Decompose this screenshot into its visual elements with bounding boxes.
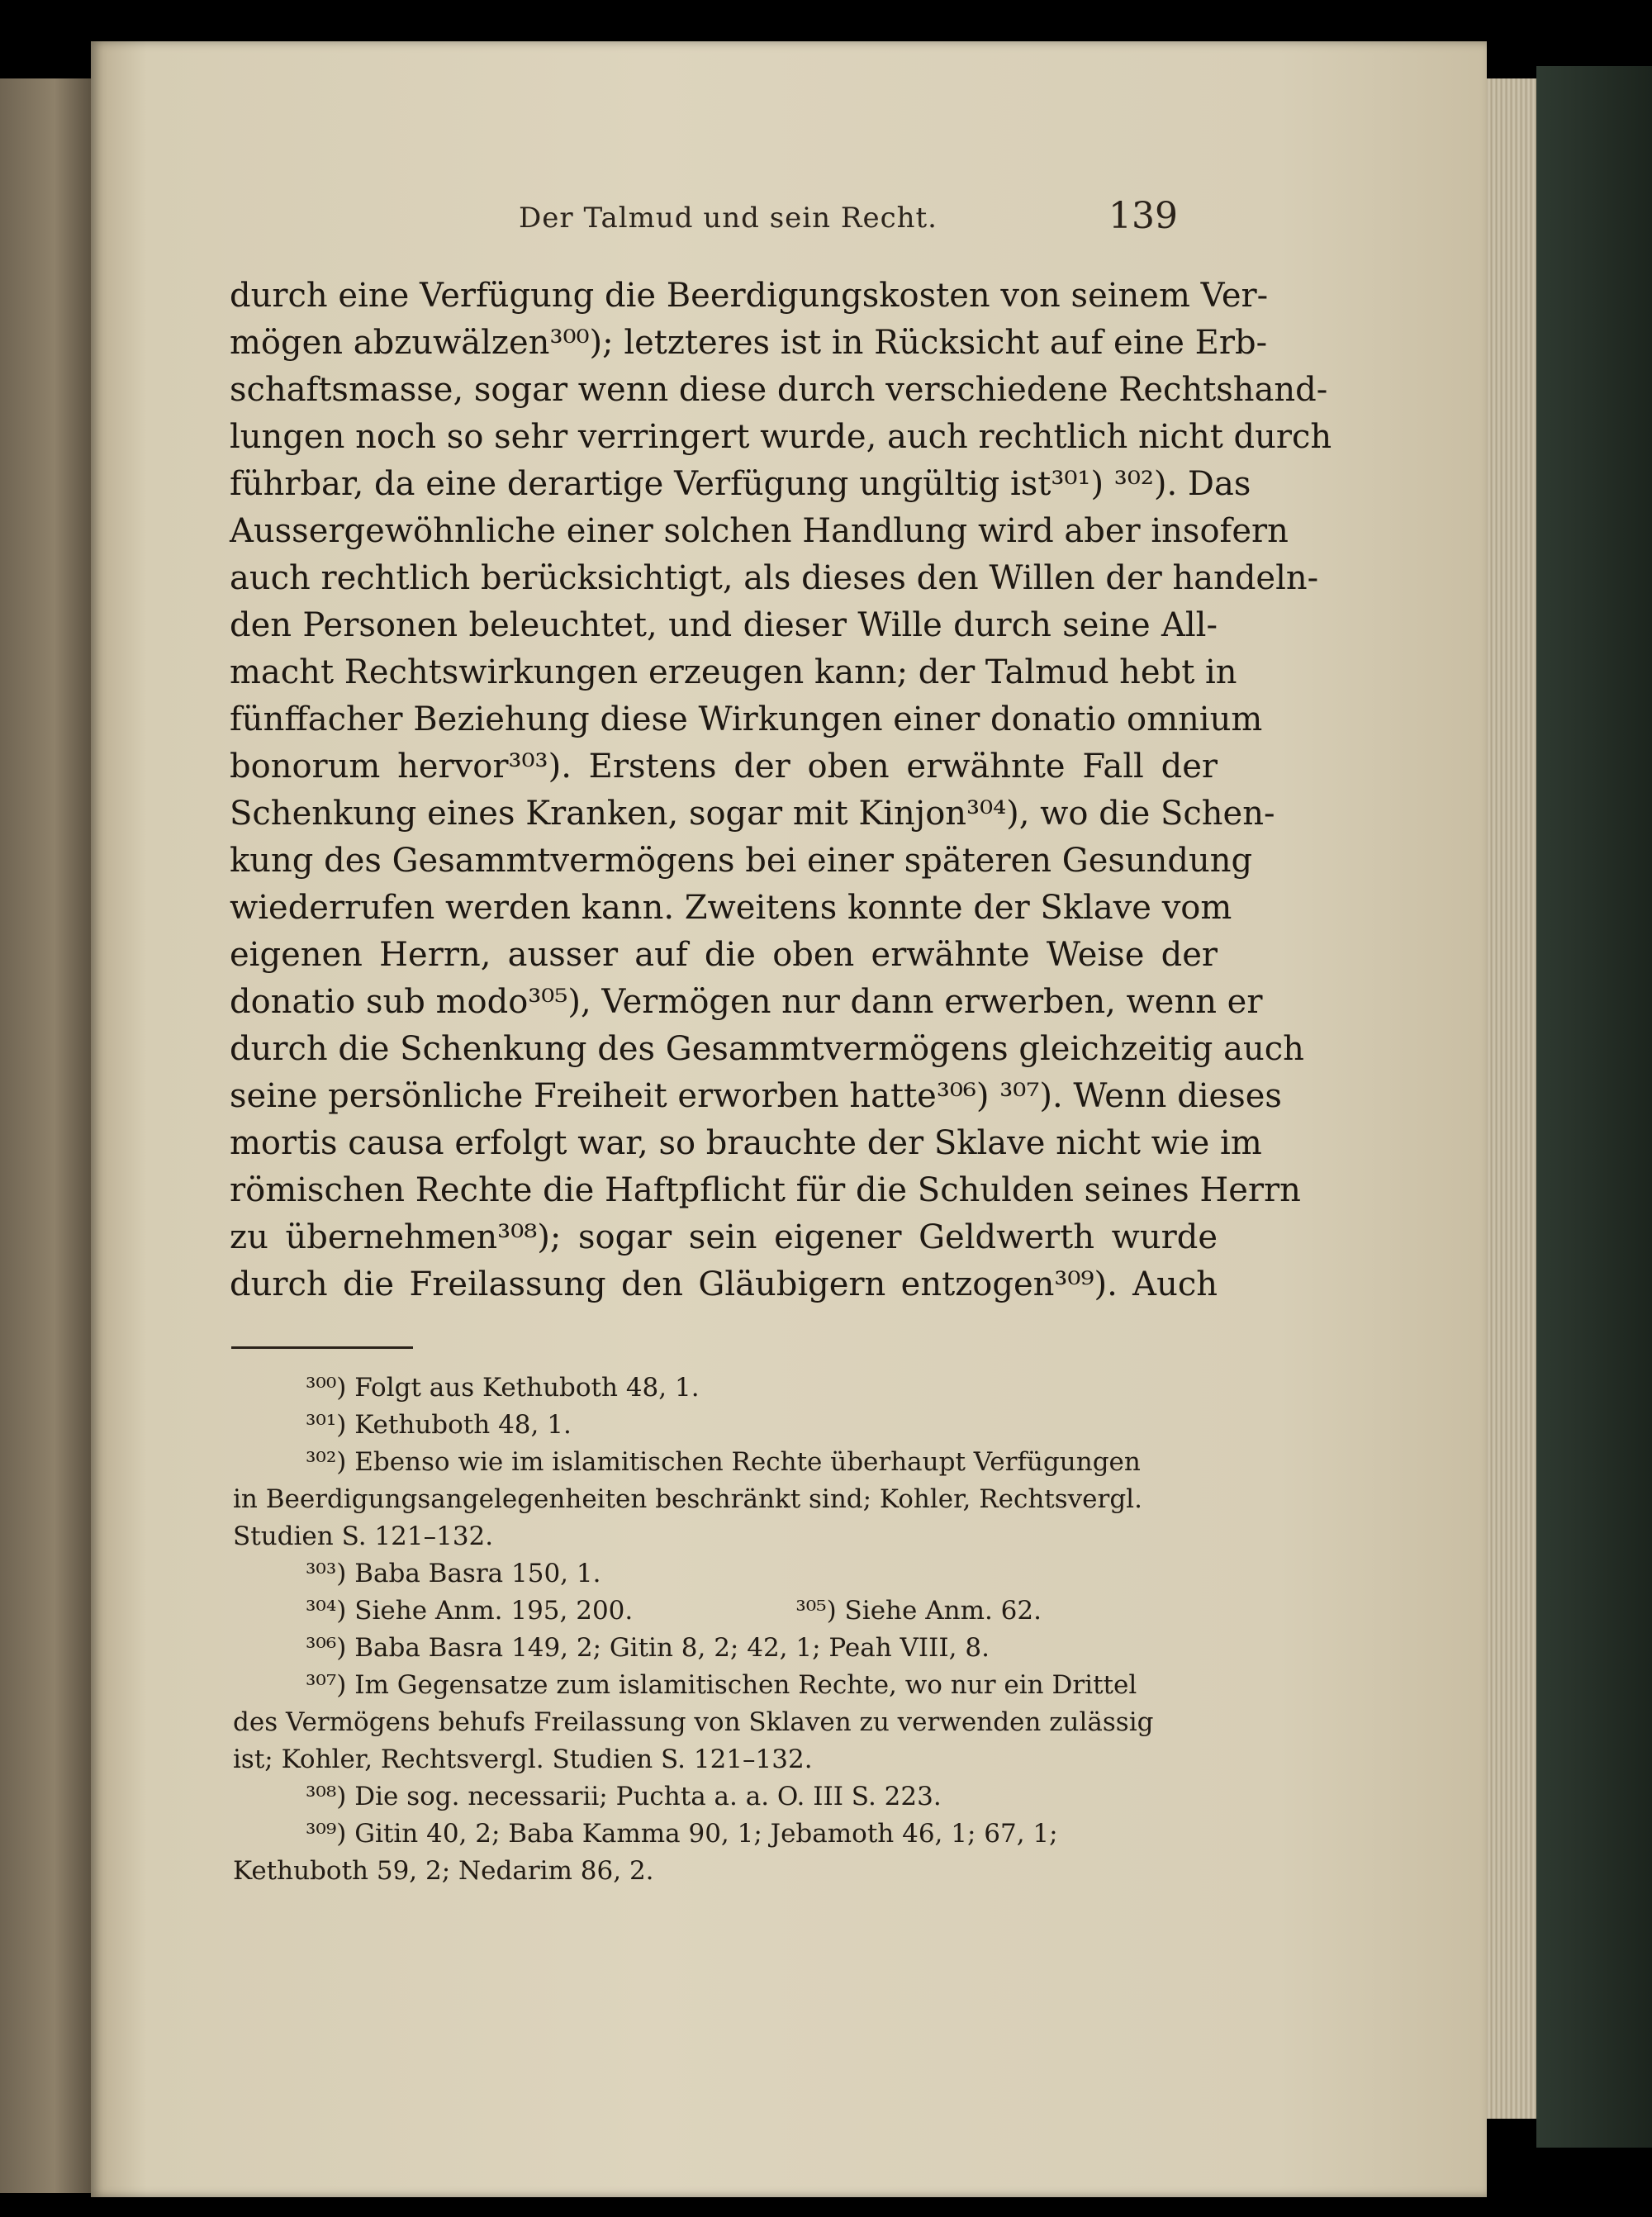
footnote-line: in Beerdigungsangelegenheiten beschränkt sind; Kohler, Rechtsvergl. — [233, 1484, 1142, 1514]
text-line: zu übernehmen³⁰⁸); sogar sein eigener Geldwerth wurde — [230, 1218, 1218, 1256]
text-line: mögen abzuwälzen³⁰⁰); letzteres ist in Rücksicht auf eine Erb- — [230, 324, 1268, 362]
main-text — [230, 273, 1332, 1308]
footnote-line: ³⁰⁶) Baba Basra 149, 2; Gitin 8, 2; 42, 1; Peah VIII, 8. — [306, 1633, 990, 1663]
text-line: den Personen beleuchtet, und dieser Wille durch seine All- — [230, 606, 1218, 644]
text-line: kung des Gesammtvermögens bei einer späteren Gesundung — [230, 842, 1253, 880]
text-line: durch eine Verfügung die Beerdigungskosten von seinem Ver- — [230, 277, 1269, 315]
footnote-line: ³⁰¹) Kethuboth 48, 1. — [306, 1410, 572, 1440]
text-line: bonorum hervor³⁰³). Erstens der oben erwähnte Fall der — [230, 748, 1218, 786]
text-line: führbar, da eine derartige Verfügung ungültig ist³⁰¹) ³⁰²). Das — [230, 465, 1251, 503]
text-line: mortis causa erfolgt war, so brauchte der Sklave nicht wie im — [230, 1124, 1262, 1162]
text-line: durch die Freilassung den Gläubigern entzogen³⁰⁹). Auch — [230, 1265, 1218, 1303]
text-line: auch rechtlich berücksichtigt, als dieses den Willen der handeln- — [230, 559, 1319, 597]
text-line: seine persönliche Freiheit erworben hatte³⁰⁶) ³⁰⁷). Wenn dieses — [230, 1077, 1282, 1115]
text-line: Aussergewöhnliche einer solchen Handlung wird aber insofern — [230, 512, 1289, 550]
footnote-line: Kethuboth 59, 2; Nedarim 86, 2. — [233, 1856, 654, 1886]
text-line: fünffacher Beziehung diese Wirkungen einer donatio omnium — [230, 700, 1263, 738]
footnote-line: ³⁰³) Baba Basra 150, 1. — [306, 1559, 601, 1588]
footnote-line: ³⁰⁹) Gitin 40, 2; Baba Kamma 90, 1; Jebamoth 46, 1; 67, 1; — [306, 1819, 1058, 1849]
previous-page-edge — [0, 78, 91, 2193]
text-line: römischen Rechte die Haftpflicht für die Schulden seines Herrn — [230, 1171, 1301, 1209]
footnote-line: ³⁰⁷) Im Gegensatze zum islamitischen Rechte, wo nur ein Drittel — [306, 1670, 1137, 1700]
text-line: Schenkung eines Kranken, sogar mit Kinjon³⁰⁴), wo die Schen- — [230, 795, 1275, 833]
page-stack-edge — [1487, 78, 1536, 2119]
book-cover — [1536, 66, 1652, 2148]
footnote-line: ³⁰⁸) Die sog. necessarii; Puchta a. a. O. III S. 223. — [306, 1782, 942, 1811]
text-line: macht Rechtswirkungen erzeugen kann; der Talmud hebt in — [230, 653, 1237, 691]
footnote-line: des Vermögens behufs Freilassung von Sklaven zu verwenden zulässig — [233, 1707, 1154, 1737]
running-head: Der Talmud und sein Recht. — [519, 202, 938, 235]
text-line: durch die Schenkung des Gesammtvermögens gleichzeitig auch — [230, 1030, 1304, 1068]
page-number: 139 — [1108, 195, 1178, 237]
footnotes — [233, 1370, 1224, 1890]
footnote-line: ³⁰⁰) Folgt aus Kethuboth 48, 1. — [306, 1373, 700, 1403]
footnote-line: ist; Kohler, Rechtsvergl. Studien S. 121–132. — [233, 1745, 813, 1774]
text-line: wiederrufen werden kann. Zweitens konnte der Sklave vom — [230, 889, 1232, 927]
footnote-line: ³⁰⁴) Siehe Anm. 195, 200. ³⁰⁵) Siehe Anm. 62. — [306, 1596, 1042, 1626]
text-line: eigenen Herrn, ausser auf die oben erwähnte Weise der — [230, 936, 1218, 974]
text-line: lungen noch so sehr verringert wurde, auch rechtlich nicht durch — [230, 418, 1332, 456]
text-line: schaftsmasse, sogar wenn diese durch verschiedene Rechtshand- — [230, 371, 1328, 409]
footnote-separator — [231, 1346, 413, 1349]
footnote-line: ³⁰²) Ebenso wie im islamitischen Rechte überhaupt Verfügungen — [306, 1447, 1141, 1477]
text-line: donatio sub modo³⁰⁵), Vermögen nur dann erwerben, wenn er — [230, 983, 1263, 1021]
footnote-line: Studien S. 121–132. — [233, 1522, 494, 1551]
